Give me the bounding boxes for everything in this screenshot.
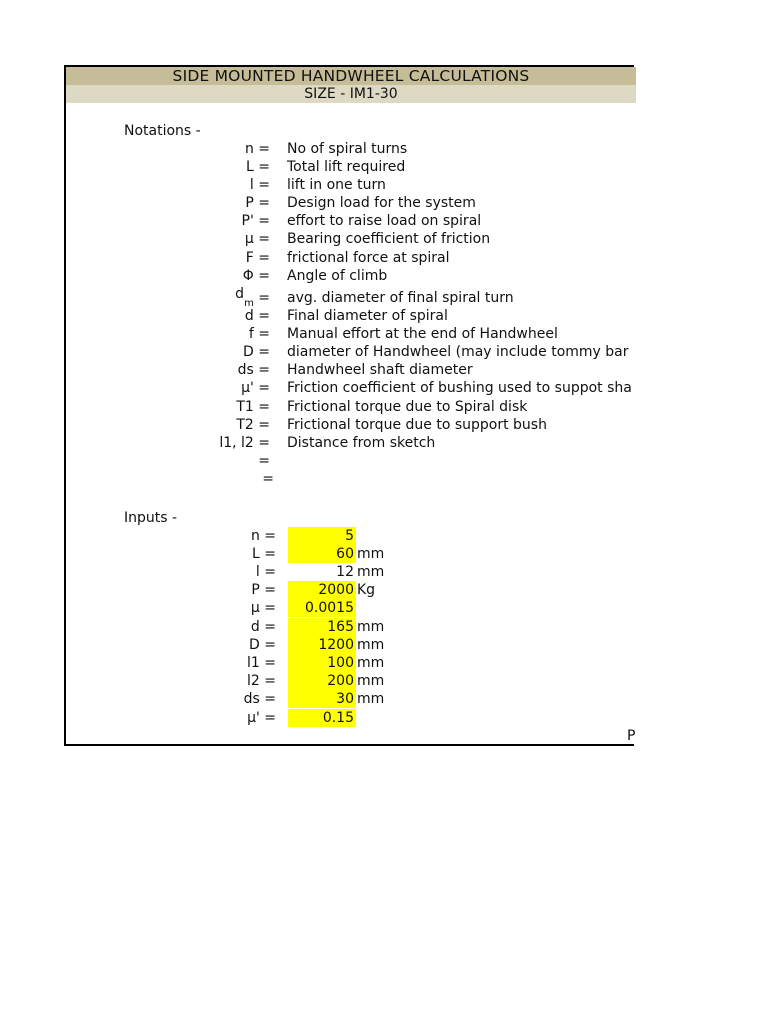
- notation-row: [66, 307, 636, 325]
- dm-symbol-base: d: [235, 286, 245, 302]
- input-symbol: µ =: [250, 600, 276, 616]
- input-value-l[interactable]: 12: [336, 564, 354, 580]
- notation-desc: avg. diameter of final spiral turn: [287, 290, 514, 306]
- notation-row: [66, 267, 636, 285]
- notation-symbol: =: [258, 453, 270, 469]
- notation-row: [66, 379, 636, 397]
- notation-symbol: T1 =: [236, 399, 270, 415]
- input-value-L[interactable]: 60: [288, 545, 356, 563]
- notation-symbol: P =: [245, 195, 270, 211]
- notation-row: [66, 212, 636, 230]
- notation-symbol: ds =: [237, 362, 270, 378]
- input-row: [66, 563, 636, 581]
- notation-symbol: f =: [248, 326, 270, 342]
- notation-desc: Handwheel shaft diameter: [287, 362, 473, 378]
- cut-off-text: P: [627, 728, 636, 744]
- notation-row: [66, 249, 636, 267]
- input-row: [66, 672, 636, 690]
- input-row: [66, 636, 636, 654]
- input-unit: mm: [357, 637, 385, 653]
- input-value-l2[interactable]: 200: [288, 672, 356, 690]
- notation-symbol: n =: [244, 141, 270, 157]
- input-row: [66, 690, 636, 708]
- notation-row: [66, 398, 636, 416]
- input-row: [66, 654, 636, 672]
- input-value-l1[interactable]: 100: [288, 654, 356, 672]
- input-symbol: L =: [252, 546, 276, 562]
- inputs-heading: Inputs -: [124, 510, 178, 526]
- notation-desc: Friction coefficient of bushing used to suppot sha: [287, 380, 632, 396]
- input-symbol: l1 =: [247, 655, 276, 671]
- notation-desc: Frictional torque due to support bush: [287, 417, 547, 433]
- notation-symbol: [186, 286, 270, 309]
- input-value-mu[interactable]: 0.0015: [288, 599, 356, 617]
- notation-desc: Manual effort at the end of Handwheel: [287, 326, 558, 342]
- notation-desc: Bearing coefficient of friction: [287, 231, 491, 247]
- input-row: [66, 527, 636, 545]
- input-row: [66, 709, 636, 727]
- input-row: [66, 618, 636, 636]
- input-symbol: D =: [249, 637, 276, 653]
- input-value-d[interactable]: 165: [288, 618, 356, 636]
- notation-symbol: F =: [245, 250, 270, 266]
- input-value-D[interactable]: 1200: [288, 636, 356, 654]
- notation-desc: frictional force at spiral: [287, 250, 450, 266]
- input-symbol: µ' =: [247, 710, 276, 726]
- notation-row: [66, 434, 636, 452]
- notations-heading: Notations -: [124, 123, 201, 139]
- spreadsheet-page: [64, 65, 634, 746]
- notation-symbol: d =: [244, 308, 270, 324]
- notation-desc: Total lift required: [287, 159, 406, 175]
- input-row: [66, 545, 636, 563]
- input-unit: mm: [357, 691, 385, 707]
- notation-row: [66, 176, 636, 194]
- input-unit: mm: [357, 673, 385, 689]
- input-value-mu-prime[interactable]: 0.15: [288, 709, 356, 727]
- notation-desc: Angle of climb: [287, 268, 388, 284]
- notation-row: [66, 158, 636, 176]
- notation-symbol: µ =: [244, 231, 270, 247]
- notation-symbol: l =: [249, 177, 270, 193]
- notation-row: [66, 452, 636, 470]
- notation-desc: Frictional torque due to Spiral disk: [287, 399, 528, 415]
- notation-row: [66, 325, 636, 343]
- input-symbol: ds =: [243, 691, 276, 707]
- input-unit: mm: [357, 546, 385, 562]
- notation-desc: Design load for the system: [287, 195, 476, 211]
- notation-row: [66, 230, 636, 248]
- notation-desc: lift in one turn: [287, 177, 386, 193]
- input-value-n[interactable]: 5: [288, 527, 356, 545]
- input-symbol: l =: [255, 564, 276, 580]
- notation-desc: Distance from sketch: [287, 435, 436, 451]
- notation-row: [66, 286, 636, 309]
- notation-row: [66, 140, 636, 158]
- notation-desc: Final diameter of spiral: [287, 308, 448, 324]
- input-row: [66, 599, 636, 617]
- input-unit: mm: [357, 619, 385, 635]
- notation-desc: effort to raise load on spiral: [287, 213, 482, 229]
- input-unit: Kg: [357, 582, 376, 598]
- dm-symbol-equals: =: [253, 290, 270, 306]
- input-value-P[interactable]: 2000: [288, 581, 356, 599]
- input-row: [66, 581, 636, 599]
- input-unit: mm: [357, 655, 385, 671]
- notation-row: [66, 416, 636, 434]
- input-value-ds[interactable]: 30: [288, 690, 356, 708]
- notation-row: [66, 361, 636, 379]
- input-symbol: P =: [251, 582, 276, 598]
- notation-desc: diameter of Handwheel (may include tommy bar: [287, 344, 629, 360]
- notation-desc: No of spiral turns: [287, 141, 408, 157]
- page-subtitle: SIZE - IM1-30: [66, 85, 636, 103]
- input-symbol: l2 =: [247, 673, 276, 689]
- notation-row: [66, 343, 636, 361]
- notation-row: [66, 194, 636, 212]
- page-title: SIDE MOUNTED HANDWHEEL CALCULATIONS: [66, 67, 636, 85]
- notation-symbol: =: [262, 471, 274, 487]
- input-unit: mm: [357, 564, 385, 580]
- notation-symbol: P' =: [241, 213, 270, 229]
- notation-symbol: µ' =: [241, 380, 270, 396]
- notation-symbol: Φ =: [242, 268, 270, 284]
- notation-symbol: D =: [243, 344, 270, 360]
- notation-symbol: T2 =: [236, 417, 270, 433]
- dm-symbol-subscript: m: [244, 298, 254, 309]
- input-symbol: d =: [250, 619, 276, 635]
- input-symbol: n =: [250, 528, 276, 544]
- notation-symbol: l1, l2 =: [219, 435, 270, 451]
- notation-symbol: L =: [246, 159, 270, 175]
- notation-row: [66, 470, 636, 488]
